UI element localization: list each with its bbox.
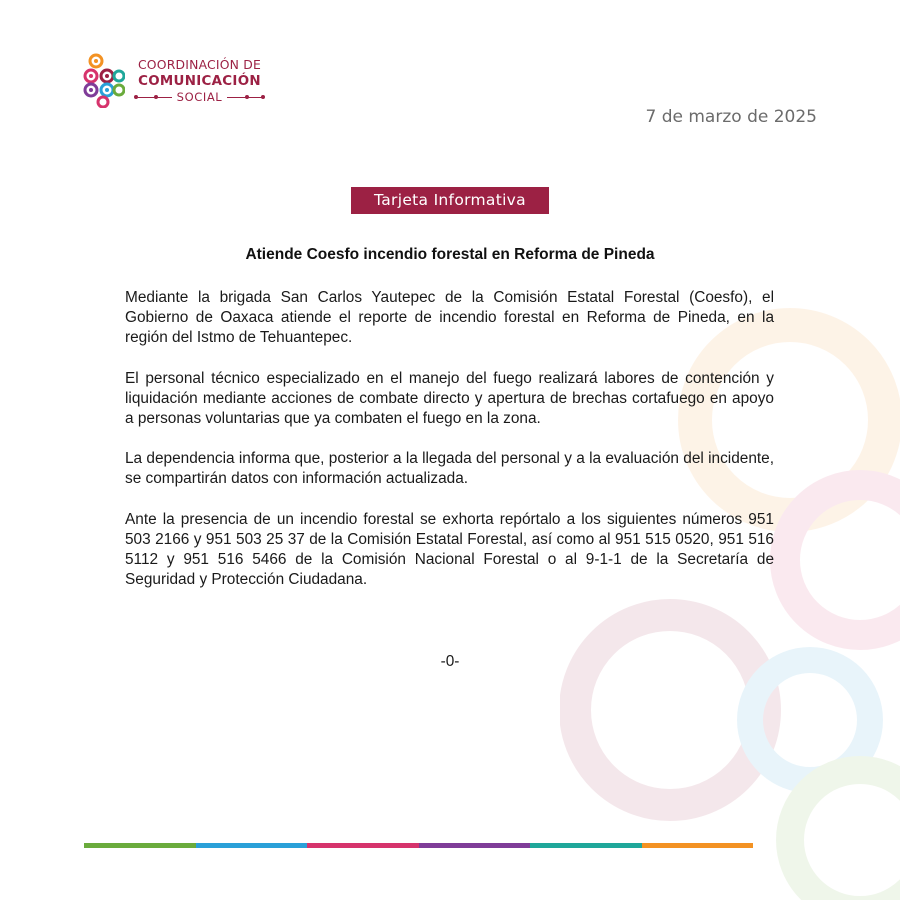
- color-bar-segment: [84, 843, 196, 848]
- color-bar-segment: [196, 843, 308, 848]
- end-mark: -0-: [440, 653, 460, 670]
- body-paragraph: El personal técnico especializado en el manejo del fuego realizará labores de contención y liquidación mediante acciones de combate directo y apertura de brechas cortafuego en apoyo a personas voluntarias que ya combaten el fuego en la zona.: [125, 369, 774, 428]
- document-date: 7 de marzo de 2025: [645, 107, 817, 127]
- color-bar-segment: [419, 843, 531, 848]
- body-paragraph: Ante la presencia de un incendio forestal se exhorta repórtalo a los siguientes números 951 503 2166 y 951 503 25 37 de la Comisión Estatal Forestal, así como al 951 515 0520, 951 516 5112 y 951 516 5466 de la Comisión Nacional Forestal o al 9-1-1 de la Secretaría de Seguridad y Protección Ciudadana.: [125, 510, 774, 589]
- document-headline: Atiende Coesfo incendio forestal en Reforma de Pineda: [245, 246, 655, 263]
- org-name-line3: [123, 90, 276, 104]
- document-body: [125, 288, 774, 610]
- footer-color-bar: [84, 843, 753, 848]
- logo-icon: [83, 52, 125, 108]
- logo-rule-right: [227, 97, 263, 98]
- document-type-badge: Tarjeta Informativa: [351, 187, 549, 214]
- color-bar-segment: [307, 843, 419, 848]
- color-bar-segment: [642, 843, 754, 848]
- logo-rule-left: [136, 97, 172, 98]
- org-name-line1: COORDINACIÓN DE: [137, 57, 262, 72]
- color-bar-segment: [530, 843, 642, 848]
- org-name-line3-text: SOCIAL: [176, 90, 223, 104]
- org-logo-text: [131, 57, 276, 104]
- body-paragraph: Mediante la brigada San Carlos Yautepec de la Comisión Estatal Forestal (Coesfo), el Gobierno de Oaxaca atiende el reporte de incendio forestal en Reforma de Pineda, en la región del Istmo de Tehuantepec.: [125, 289, 774, 347]
- org-name-line2: COMUNICACIÓN: [138, 74, 261, 89]
- body-paragraph: La dependencia informa que, posterior a la llegada del personal y a la evaluación del incidente, se compartirán datos con información actualizada.: [125, 450, 774, 488]
